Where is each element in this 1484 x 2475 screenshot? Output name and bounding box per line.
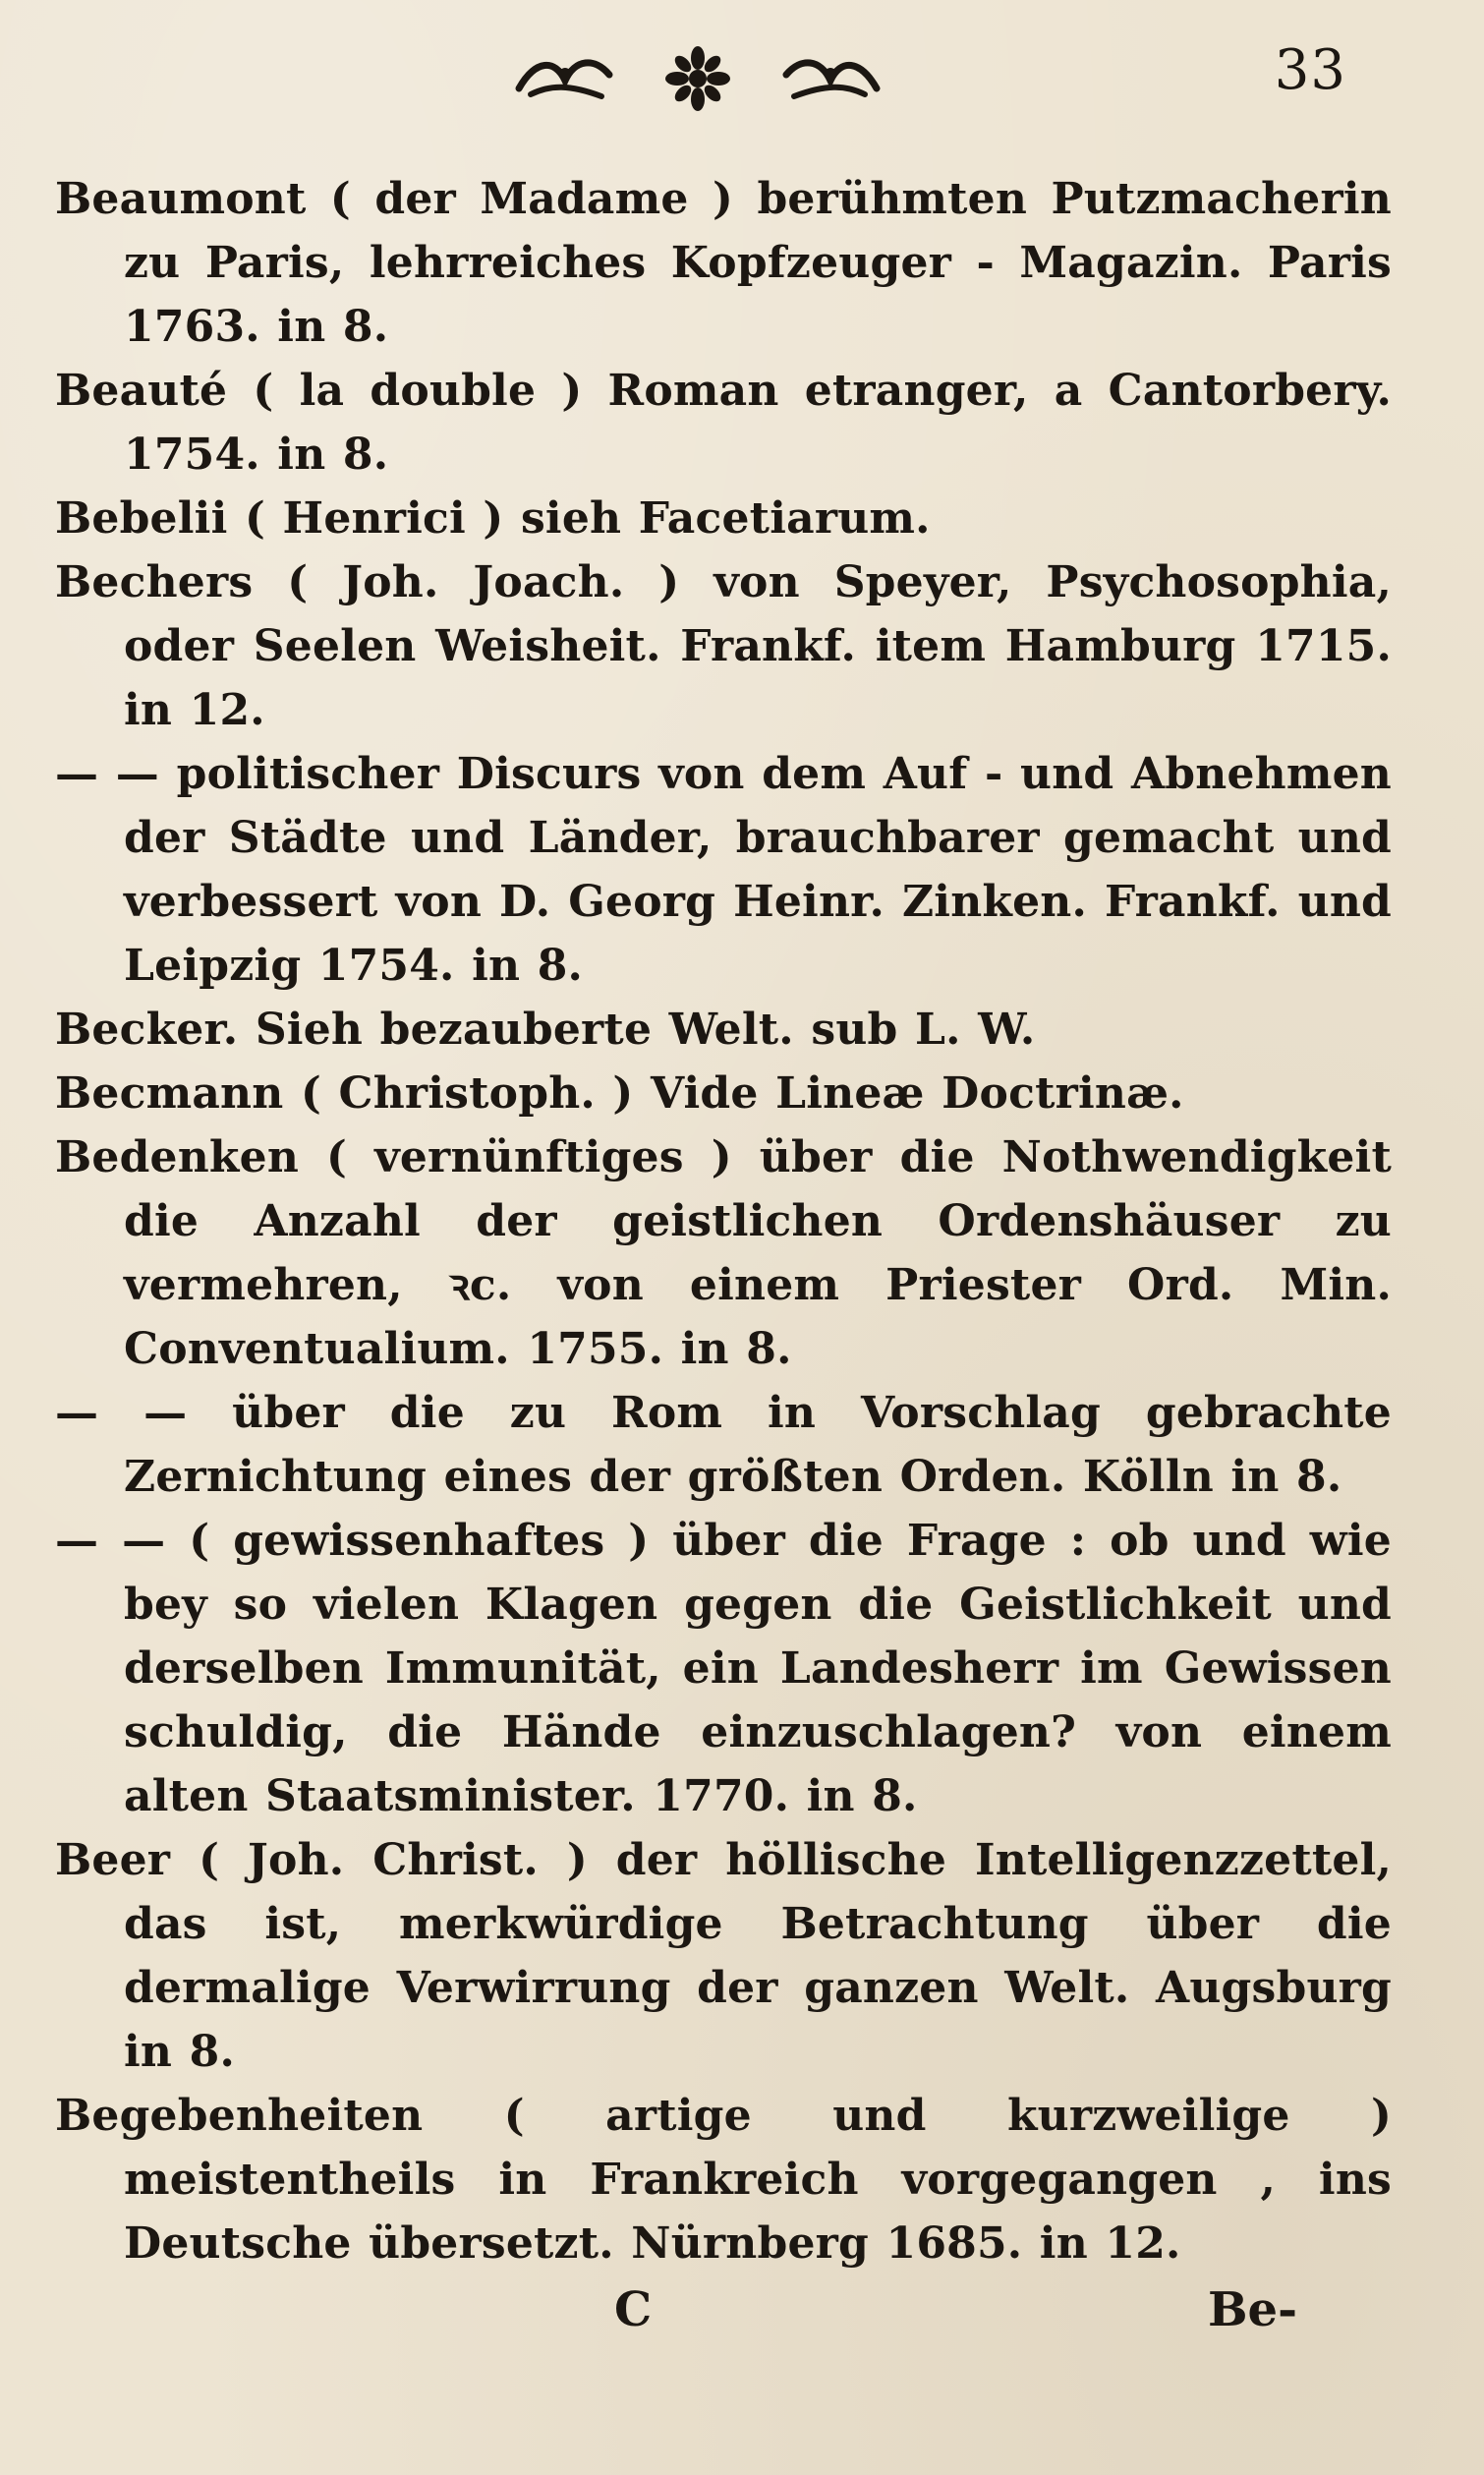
header-ornament (511, 39, 885, 118)
list-item: — — ( gewissenhaftes ) über die Frage : ob und wie bey so vielen Klagen gegen die Geistlichkeit und derselben Immunität, ein Landesherr im Gewissen schuldig, die Hände einzuschlagen? von einem alten Staatsminister. 1770. in 8. (55, 1516, 1392, 1821)
list-item: Beaumont ( der Madame ) berühmten Putzmacherin zu Paris, lehrreiches Kopfzeuger - Magazin. Paris 1763. in 8. (55, 174, 1392, 352)
list-item: — — über die zu Rom in Vorschlag gebrachte Zernichtung eines der größten Orden. Kölln in 8. (55, 1388, 1392, 1502)
list-item: Begebenheiten ( artige und kurzweilige ) meistentheils in Frankreich vorgegangen , ins Deutsche übersetzt. Nürnberg 1685. in 12. (55, 2091, 1392, 2269)
list-item: Bedenken ( vernünftiges ) über die Nothwendigkeit die Anzahl der geistlichen Ordenshäuser zu vermehren, ꝛc. von einem Priester Ord. Min. Conventualium. 1755. in 8. (55, 1132, 1392, 1374)
list-item: — — politischer Discurs von dem Auf - und Abnehmen der Städte und Länder, brauchbarer gemacht und verbessert von D. Georg Heinr. Zinken. Frankf. und Leipzig 1754. in 8. (55, 749, 1392, 991)
flower-icon (663, 44, 732, 113)
catchword: Be- (1207, 2282, 1297, 2337)
fleuron-left-icon (511, 49, 619, 108)
list-item: Becker. Sieh bezauberte Welt. sub L. W. (55, 1005, 1036, 1055)
list-item: Becmann ( Christoph. ) Vide Lineæ Doctrinæ. (55, 1068, 1184, 1119)
signature-mark: C (614, 2282, 653, 2337)
list-item: Bechers ( Joh. Joach. ) von Speyer, Psychosophia, oder Seelen Weisheit. Frankf. item Hamburg 1715. in 12. (55, 557, 1392, 735)
fleuron-right-icon (776, 49, 885, 108)
list-item: Beer ( Joh. Christ. ) der höllische Intelligenzzettel, das ist, merkwürdige Betrachtung über die dermalige Verwirrung der ganzen Welt. Augsburg in 8. (55, 1835, 1392, 2077)
page-number: 33 (1274, 38, 1346, 102)
list-item: Beauté ( la double ) Roman etranger, a Cantorbery. 1754. in 8. (55, 366, 1392, 480)
list-item: Bebelii ( Henrici ) sieh Facetiarum. (55, 493, 931, 544)
bibliography-entries (55, 167, 1392, 2275)
